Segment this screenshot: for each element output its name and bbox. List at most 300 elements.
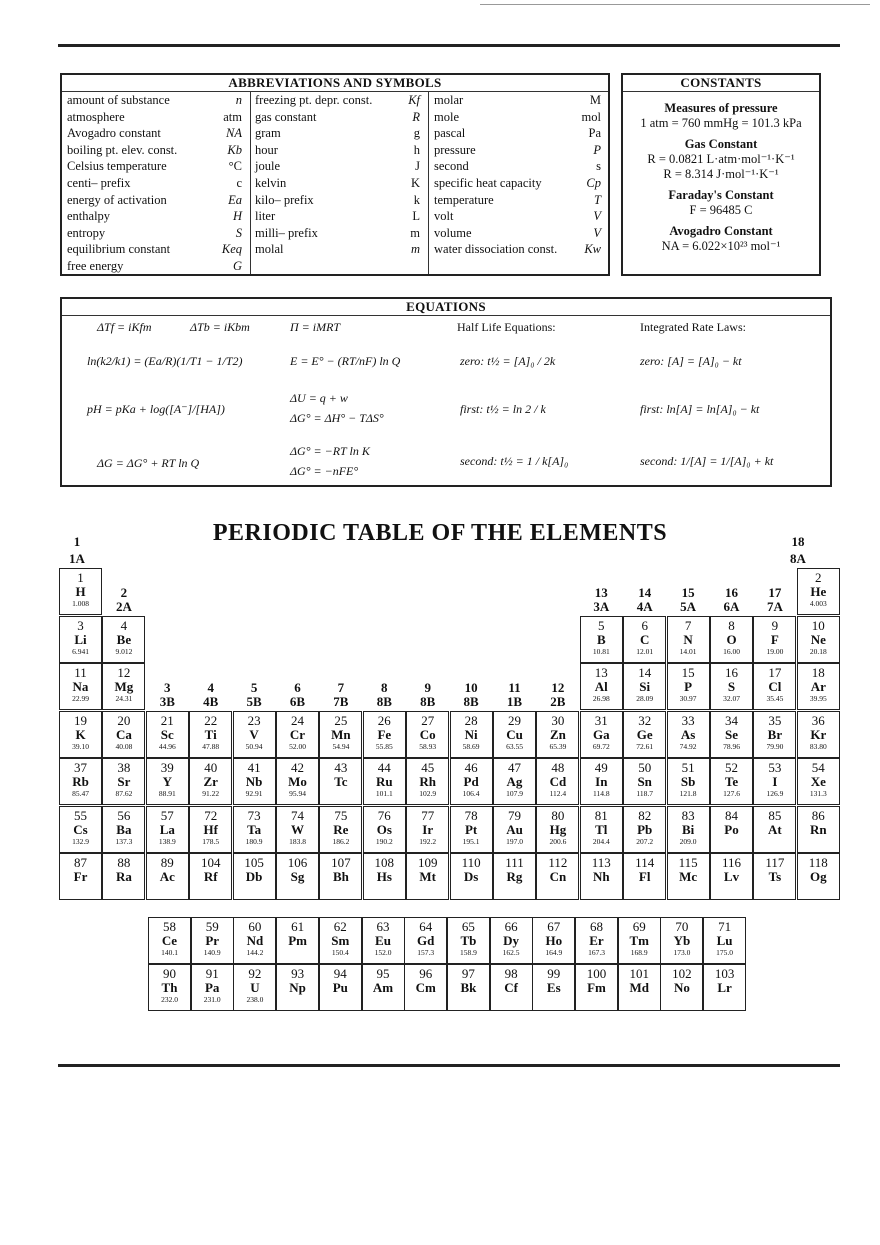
element-symbol: Sc [160,726,174,742]
gibbs-nfe-eq: ΔG° = −nFE° [290,464,359,478]
element-symbol: Ir [422,821,434,837]
element-symbol: I [772,774,778,789]
atomic-mass: 85.47 [72,789,89,798]
atomic-number: 7 [684,617,692,633]
element-symbol: Ar [810,679,826,694]
atomic-mass: 140.1 [161,948,178,957]
abbreviation-symbol: Kw [584,242,601,257]
atomic-mass: 28.09 [636,694,654,703]
element-cs [59,806,102,853]
atomic-number: 36 [811,712,825,728]
abbreviation-symbol: Pa [588,126,601,141]
element-symbol: Mc [679,869,698,884]
equations-title: EQUATIONS [62,299,830,316]
abbreviation-name: atmosphere [67,109,125,124]
atomic-mass: 106.4 [462,789,480,798]
abbreviation-symbol: V [593,209,601,224]
atomic-mass: 9.012 [115,646,133,656]
atomic-mass: 107.9 [506,789,523,798]
abbreviation-row [67,225,242,242]
element-symbol: B [596,631,606,647]
element-ba [102,806,145,853]
element-no [660,964,703,1011]
atomic-number: 44 [377,760,391,775]
abbreviation-name: freezing pt. depr. const. [255,93,373,107]
atomic-number: 29 [508,712,521,728]
abbreviation-symbol: Kb [227,142,242,157]
group-number: 6 [294,680,301,695]
element-symbol: Nd [246,933,264,948]
abbreviation-symbol: M [589,93,601,107]
atomic-number: 9 [771,617,779,633]
element-rg [493,853,536,900]
osmotic-pressure-eq: Π = iMRT [290,320,341,334]
atomic-mass: 200.6 [549,836,567,846]
atomic-mass: 54.94 [332,741,350,751]
element-pu [319,964,362,1011]
abbreviation-name: Celsius temperature [67,159,167,174]
element-symbol: Zn [549,726,566,742]
atomic-number: 89 [160,855,174,870]
atomic-mass: 232.0 [161,995,178,1004]
abbreviation-row [434,109,601,126]
atomic-number: 113 [591,855,611,870]
element-symbol: Bk [460,980,477,995]
element-symbol: S [727,679,736,694]
group-family: 3A [593,599,610,614]
atomic-number: 65 [461,919,475,934]
element-symbol: C [639,631,650,647]
element-symbol: He [810,584,827,599]
element-symbol: Ca [115,726,132,742]
group-number: 2 [120,585,128,600]
atomic-mass: 78.96 [723,741,740,751]
gas-constant-value-1: R = 0.0821 L·atm·mol⁻¹·K⁻¹ [647,152,795,166]
element-np [276,964,319,1011]
group-number: 14 [638,585,652,600]
arrhenius-lhs: ln(k2/k1) = [87,354,142,368]
element-symbol: Rg [506,869,523,884]
abbreviation-row [67,125,242,142]
group-family: 5B [246,694,262,709]
element-ds [450,853,493,900]
element-symbol: Cf [504,980,518,995]
group-family: 8B [463,694,479,709]
element-bi [667,806,710,853]
abbreviations-col-3 [434,92,601,258]
abbreviation-row [434,92,601,109]
atomic-mass: 102.9 [419,789,437,798]
element-es [532,964,575,1011]
abbreviation-name: free energy [67,258,124,273]
element-symbol: F [770,631,779,647]
element-pm [276,917,319,964]
group-number: 11 [508,680,521,695]
atomic-mass: 167.3 [588,948,605,957]
element-symbol: Xe [810,774,826,789]
element-symbol: Pb [637,821,653,837]
element-rh [406,758,449,805]
abbreviations-box [60,73,610,276]
atomic-mass: 39.95 [809,694,827,703]
element-cu [493,711,536,758]
atomic-mass: 186.2 [332,836,350,846]
abbreviation-symbol: V [593,225,601,240]
atomic-number: 12 [117,665,131,680]
element-symbol: Pm [288,933,307,948]
group-number: 12 [551,680,565,695]
element-symbol: Cr [289,726,306,742]
element-ce [148,917,191,964]
element-symbol: Po [724,821,739,837]
element-symbol: Fm [587,980,606,995]
element-symbol: Pr [205,933,220,948]
atomic-mass: 63.55 [506,741,523,751]
abbreviation-symbol: H [232,209,242,224]
abbreviation-name: centi– prefix [67,175,131,190]
atomic-mass: 197.0 [506,836,523,846]
group-label-8 [363,681,406,709]
atomic-mass: 12.01 [636,646,654,656]
atomic-number: 76 [377,807,391,823]
group-1-label: 1A [69,551,85,566]
element-symbol: Ho [545,933,563,948]
atomic-number: 110 [461,855,481,870]
element-symbol: Eu [375,933,391,948]
element-symbol: Pu [332,980,348,995]
atomic-mass: 180.9 [245,836,263,846]
element-nh [580,853,623,900]
abbreviation-name: gram [255,126,281,141]
atomic-mass: 150.4 [331,948,349,957]
abbreviation-name: volt [434,209,454,224]
abbreviation-row [255,142,420,159]
element-symbol: Ge [636,726,653,742]
atomic-number: 108 [374,855,395,870]
abbreviation-row [67,92,242,109]
abbreviation-row [67,142,242,159]
atomic-number: 101 [629,966,649,981]
atomic-number: 10 [811,617,825,633]
element-eu [362,917,405,964]
atomic-mass: 137.3 [115,836,133,846]
atomic-number: 118 [808,855,828,870]
abbreviation-symbol: m [410,225,420,240]
abbreviation-row [255,225,420,242]
periodic-table-title: PERIODIC TABLE OF THE ELEMENTS [212,520,668,546]
atomic-number: 1 [77,570,84,585]
element-sn [623,758,666,805]
abbreviation-row [67,208,242,225]
group-family: 2B [550,694,566,709]
atomic-mass: 74.92 [679,741,697,751]
group-18-number: 18 [791,534,805,549]
element-cl [753,663,796,710]
faraday-title: Faraday's Constant [668,188,774,202]
abbreviation-row [67,158,242,175]
element-tc [319,758,362,805]
element-zn [536,711,579,758]
equations-box [60,297,832,487]
abbreviation-name: pascal [434,126,466,141]
atomic-mass: 92.91 [245,789,263,798]
element-mo [276,758,319,805]
element-ca [102,711,145,758]
element-bk [447,964,490,1011]
element-symbol: Ac [159,869,175,884]
abbreviation-name: volume [434,225,472,240]
atomic-number: 37 [74,760,87,775]
abbreviation-symbol: h [413,142,420,157]
element-f [753,616,796,663]
abbreviation-row [67,241,242,258]
abbreviation-symbol: g [413,126,420,141]
element-zr [189,758,232,805]
abbreviation-name: entropy [67,225,106,240]
element-yb [660,917,703,964]
element-symbol: In [595,774,608,789]
element-h [59,568,102,615]
element-symbol: At [768,821,782,837]
group-number: 13 [594,585,608,600]
element-symbol: Au [506,821,523,837]
abbreviation-name: joule [255,159,280,174]
atomic-number: 22 [204,712,218,728]
atomic-mass: 192.2 [419,836,437,846]
element-symbol: Li [74,631,87,647]
element-he [797,568,840,615]
abbreviation-name: gas constant [255,109,317,124]
element-cf [490,964,533,1011]
element-pa [191,964,234,1011]
atomic-number: 35 [768,712,782,728]
atomic-mass: 6.941 [72,646,89,656]
element-er [575,917,618,964]
element-nb [233,758,276,805]
abbreviations-col-1 [67,92,242,275]
abbreviation-name: energy of activation [67,192,167,207]
abbreviation-name: liter [255,209,276,224]
element-symbol: Al [594,679,608,694]
atomic-mass: 190.2 [375,836,393,846]
group-label-17 [753,586,796,614]
gibbs-definition-eq: ΔG° = ΔH° − TΔS° [290,411,384,425]
element-symbol: Si [639,679,651,694]
element-symbol: Be [116,631,132,647]
arrhenius-rhs: (Ea/R)(1/T1 − 1/T2) [144,354,243,368]
atomic-number: 33 [681,712,695,728]
atomic-mass: 238.0 [246,995,264,1004]
abbreviation-name: mole [434,109,459,124]
element-symbol: Lr [717,980,732,995]
atomic-number: 4 [120,617,128,633]
element-sc [146,711,189,758]
pressure-value: 1 atm = 760 mmHg = 101.3 kPa [640,116,802,130]
atomic-number: 20 [117,712,131,728]
element-ts [753,853,796,900]
element-cr [276,711,319,758]
atomic-number: 13 [594,665,608,680]
element-symbol: Sm [331,933,350,948]
element-symbol: Lu [716,933,733,948]
element-symbol: Md [629,980,649,995]
element-symbol: Nb [245,774,263,789]
abbreviation-row [255,192,420,209]
element-dy [490,917,533,964]
atomic-number: 41 [247,760,261,775]
atomic-number: 5 [598,617,605,633]
atomic-number: 90 [163,966,176,981]
element-symbol: N [683,631,693,647]
atomic-number: 15 [681,665,695,680]
group-number: 16 [725,585,738,600]
abbreviation-name: Avogadro constant [67,126,161,141]
atomic-number: 115 [678,855,698,870]
half-life-first: first: t½ = ln 2 / k [460,402,546,416]
atomic-number: 34 [725,712,738,728]
atomic-number: 92 [248,966,262,981]
element-symbol: Cu [506,726,523,742]
element-fl [623,853,666,900]
atomic-mass: 16.00 [723,646,740,656]
atomic-mass: 19.00 [766,646,784,656]
half-life-header: Half Life Equations: [457,320,556,334]
abbreviation-row [434,142,601,159]
abbreviation-symbol: R [412,109,420,124]
group-label-16 [710,586,753,614]
atomic-number: 40 [204,760,218,775]
element-symbol: Cn [549,869,567,884]
group-18-label: 8A [790,551,806,566]
atomic-mass: 88.91 [158,789,176,798]
abbreviation-symbol: n [235,93,242,107]
abbreviation-name: hour [255,142,278,157]
abbreviation-name: enthalpy [67,209,111,224]
abbreviation-name: specific heat capacity [434,175,542,190]
atomic-mass: 112.4 [549,789,567,798]
element-at [753,806,796,853]
atomic-number: 86 [811,807,825,823]
half-life-second: second: t½ = 1 / k[A]₀ [460,454,569,468]
atomic-number: 46 [464,760,478,775]
top-right-rule [480,4,870,5]
abbreviation-row [255,208,420,225]
element-mt [406,853,449,900]
element-sg [276,853,319,900]
abbreviation-symbol: K [410,175,420,190]
element-ru [363,758,406,805]
element-be [102,616,145,663]
atomic-number: 39 [160,760,174,775]
element-ag [493,758,536,805]
group-number: 15 [681,585,695,600]
atomic-mass: 114.8 [592,789,610,798]
pressure-title: Measures of pressure [664,101,778,115]
element-symbol: Gd [417,933,435,948]
abbreviation-symbol: P [593,142,601,157]
group-label-4 [189,681,232,709]
atomic-mass: 1.008 [72,599,89,608]
abbreviation-name: milli– prefix [255,225,318,240]
abbreviation-symbol: s [596,159,601,174]
group-label-2 [102,586,145,614]
atomic-mass: 87.62 [115,789,133,798]
atomic-number: 62 [333,919,347,934]
atomic-number: 31 [594,712,608,728]
abbreviation-name: kilo– prefix [255,192,314,207]
element-tl [580,806,623,853]
half-life-zero: zero: t½ = [A]₀ / 2k [460,354,556,368]
element-lu [703,917,746,964]
element-symbol: Hf [203,821,218,837]
abbreviation-row [255,92,420,109]
element-symbol: Ds [463,869,479,884]
group-family: 7A [766,599,783,614]
abbreviation-row [255,125,420,142]
atomic-mass: 152.0 [374,948,392,957]
element-i [753,758,796,805]
atomic-number: 50 [638,760,652,775]
element-symbol: W [291,821,304,837]
atomic-number: 56 [117,807,131,823]
element-symbol: Rb [72,774,89,789]
element-lr [703,964,746,1011]
bottom-rule [58,1064,840,1067]
element-symbol: O [726,631,737,647]
element-pt [450,806,493,853]
atomic-number: 111 [505,855,524,870]
atomic-number: 116 [721,855,742,870]
atomic-mass: 207.2 [636,836,654,846]
abbreviation-name: temperature [434,192,494,207]
element-ne [797,616,840,663]
atomic-number: 26 [377,712,391,728]
atomic-number: 107 [331,855,351,870]
element-la [146,806,189,853]
atomic-mass: 14.01 [679,646,697,656]
element-li [59,616,102,663]
element-symbol: Dy [503,933,520,948]
atomic-number: 94 [333,966,347,981]
atomic-mass: 26.98 [592,694,610,703]
atomic-number: 54 [811,760,825,775]
atomic-number: 98 [504,966,518,981]
atomic-mass: 72.61 [636,741,654,751]
atomic-mass: 39.10 [72,741,89,751]
element-na [59,663,102,710]
element-symbol: Er [589,933,604,948]
element-rf [189,853,232,900]
atomic-mass: 195.1 [462,836,480,846]
group-number: 4 [207,680,214,695]
element-br [753,711,796,758]
element-symbol: Hs [376,869,392,884]
element-fm [575,964,618,1011]
atomic-mass: 55.85 [375,741,393,751]
element-lv [710,853,753,900]
group-number: 7 [337,680,345,695]
element-symbol: Na [72,679,89,694]
abbreviation-row [67,109,242,126]
abbreviation-row [434,158,601,175]
abbreviation-symbol: atm [223,109,242,124]
abbreviation-row [67,192,242,209]
abbreviation-name: boiling pt. elev. const. [67,142,178,157]
abbreviations-title: ABBREVIATIONS AND SYMBOLS [62,75,608,92]
element-th [148,964,191,1011]
abbreviation-row [255,241,420,258]
element-as [667,711,710,758]
